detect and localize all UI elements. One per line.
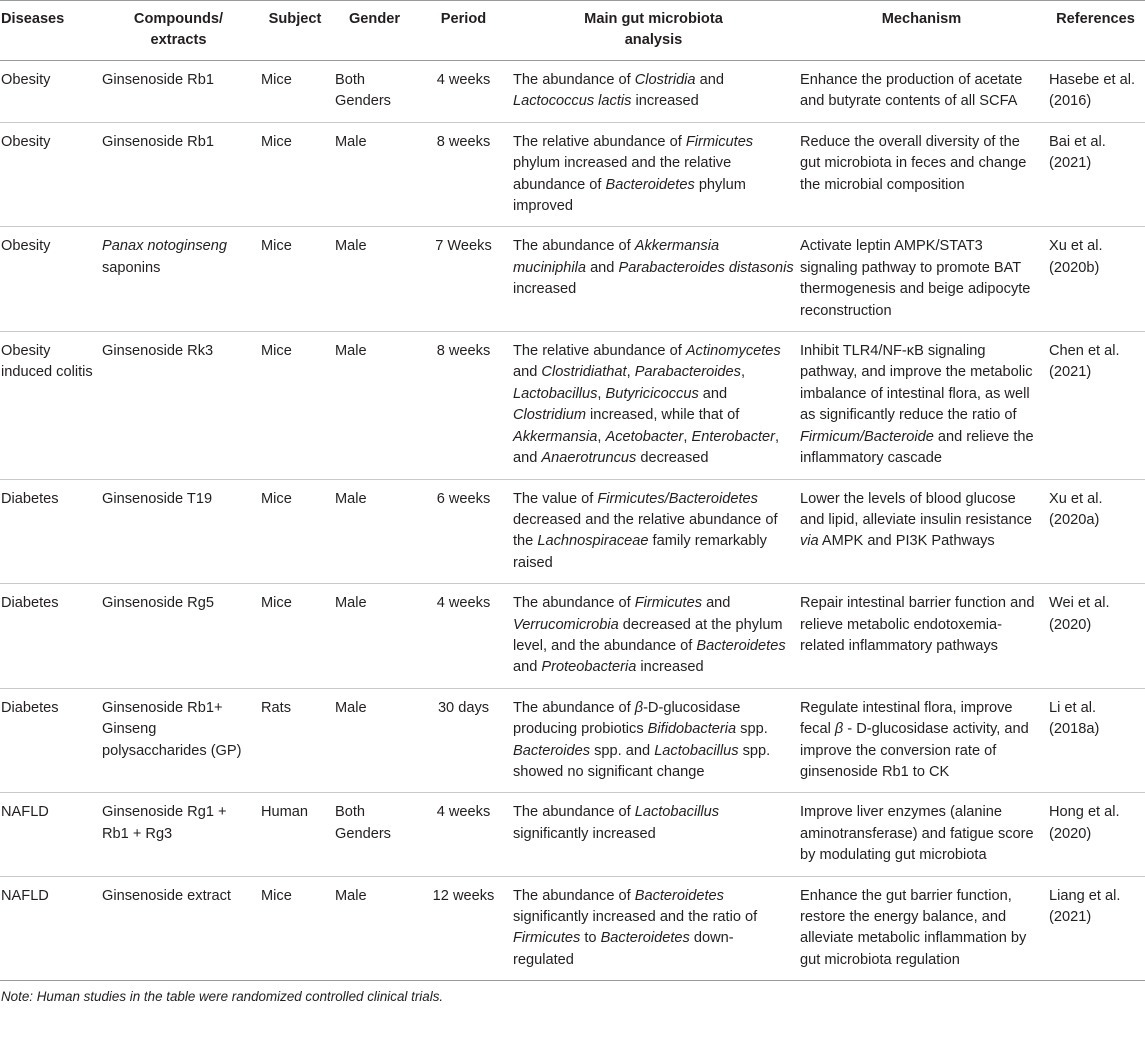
cell-reference: Bai et al. (2021): [1046, 122, 1145, 227]
table-row: [0, 876, 1145, 981]
cell-mechanism: Inhibit TLR4/NF-κB signaling pathway, and improve the metabolic imbalance of intestinal flora, as well as significantly reduce the ratio of Firmicum/Bacteroide and relieve the inflammatory cascade: [797, 332, 1046, 479]
cell-reference: Xu et al. (2020b): [1046, 227, 1145, 332]
header-references: References: [1046, 1, 1145, 61]
header-diseases: Diseases: [0, 1, 99, 61]
cell-compound: Panax notoginseng saponins: [99, 227, 258, 332]
cell-disease: Diabetes: [0, 479, 99, 584]
cell-gender: Male: [332, 332, 417, 479]
cell-reference: Hasebe et al. (2016): [1046, 61, 1145, 123]
cell-reference: Wei et al. (2020): [1046, 584, 1145, 689]
cell-mechanism: Reduce the overall diversity of the gut microbiota in feces and change the microbial composition: [797, 122, 1046, 227]
cell-mechanism: Regulate intestinal flora, improve fecal β - D-glucosidase activity, and improve the conversion rate of ginsenoside Rb1 to CK: [797, 688, 1046, 793]
cell-mechanism: Lower the levels of blood glucose and lipid, alleviate insulin resistance via AMPK and PI3K Pathways: [797, 479, 1046, 584]
cell-period: 6 weeks: [417, 479, 510, 584]
cell-gender: Both Genders: [332, 61, 417, 123]
table-body: [0, 61, 1145, 981]
cell-gender: Both Genders: [332, 793, 417, 876]
cell-gender: Male: [332, 479, 417, 584]
cell-compound: Ginsenoside Rg5: [99, 584, 258, 689]
cell-gut-analysis: The abundance of Clostridia and Lactococcus lactis increased: [510, 61, 797, 123]
table-row: [0, 584, 1145, 689]
cell-period: 8 weeks: [417, 332, 510, 479]
cell-disease: Obesity: [0, 61, 99, 123]
header-mechanism: Mechanism: [797, 1, 1046, 61]
cell-period: 7 Weeks: [417, 227, 510, 332]
header-subject: Subject: [258, 1, 332, 61]
cell-subject: Human: [258, 793, 332, 876]
cell-gut-analysis: The relative abundance of Firmicutes phylum increased and the relative abundance of Bacteroidetes phylum improved: [510, 122, 797, 227]
table-row: [0, 332, 1145, 479]
cell-disease: Obesity: [0, 227, 99, 332]
cell-subject: Mice: [258, 584, 332, 689]
table-row: [0, 479, 1145, 584]
cell-subject: Mice: [258, 479, 332, 584]
cell-reference: Xu et al. (2020a): [1046, 479, 1145, 584]
cell-compound: Ginsenoside Rb1+ Ginseng polysaccharides (GP): [99, 688, 258, 793]
cell-gut-analysis: The abundance of Lactobacillus significantly increased: [510, 793, 797, 876]
cell-gut-analysis: The abundance of Bacteroidetes significantly increased and the ratio of Firmicutes to Bacteroidetes down-regulated: [510, 876, 797, 981]
cell-disease: Obesity: [0, 122, 99, 227]
cell-mechanism: Enhance the production of acetate and butyrate contents of all SCFA: [797, 61, 1046, 123]
cell-gender: Male: [332, 227, 417, 332]
cell-reference: Liang et al. (2021): [1046, 876, 1145, 981]
cell-gender: Male: [332, 688, 417, 793]
table-row: [0, 688, 1145, 793]
cell-gut-analysis: The relative abundance of Actinomycetes and Clostridiathat, Parabacteroides, Lactobacillus, Butyricicoccus and Clostridium increased, while that of Akkermansia, Acetobacter, Enterobacter, and Anaerotruncus decreased: [510, 332, 797, 479]
cell-subject: Mice: [258, 227, 332, 332]
cell-gender: Male: [332, 122, 417, 227]
cell-disease: Diabetes: [0, 688, 99, 793]
table-row: [0, 61, 1145, 123]
cell-reference: Li et al. (2018a): [1046, 688, 1145, 793]
header-compounds: Compounds/ extracts: [99, 1, 258, 61]
cell-period: 8 weeks: [417, 122, 510, 227]
cell-period: 4 weeks: [417, 584, 510, 689]
cell-mechanism: Improve liver enzymes (alanine aminotransferase) and fatigue score by modulating gut microbiota: [797, 793, 1046, 876]
cell-disease: Obesity induced colitis: [0, 332, 99, 479]
cell-compound: Ginsenoside Rk3: [99, 332, 258, 479]
cell-mechanism: Repair intestinal barrier function and relieve metabolic endotoxemia-related inflammatory pathways: [797, 584, 1046, 689]
cell-disease: NAFLD: [0, 876, 99, 981]
cell-disease: Diabetes: [0, 584, 99, 689]
cell-gut-analysis: The value of Firmicutes/Bacteroidetes decreased and the relative abundance of the Lachnospiraceae family remarkably raised: [510, 479, 797, 584]
cell-subject: Mice: [258, 876, 332, 981]
table-row: [0, 227, 1145, 332]
cell-mechanism: Enhance the gut barrier function, restore the energy balance, and alleviate metabolic inflammation by gut microbiota regulation: [797, 876, 1046, 981]
table-note: Note: Human studies in the table were randomized controlled clinical trials.: [1, 989, 444, 1005]
cell-reference: Chen et al. (2021): [1046, 332, 1145, 479]
cell-compound: Ginsenoside Rb1: [99, 122, 258, 227]
table-row: [0, 122, 1145, 227]
header-gut-analysis: Main gut microbiota analysis: [510, 1, 797, 61]
cell-period: 12 weeks: [417, 876, 510, 981]
cell-period: 4 weeks: [417, 793, 510, 876]
cell-subject: Mice: [258, 332, 332, 479]
header-period: Period: [417, 1, 510, 61]
cell-gut-analysis: The abundance of Akkermansia muciniphila and Parabacteroides distasonis increased: [510, 227, 797, 332]
cell-compound: Ginsenoside Rb1: [99, 61, 258, 123]
cell-gut-analysis: The abundance of β-D-glucosidase producing probiotics Bifidobacteria spp. Bacteroides spp. and Lactobacillus spp. showed no significant change: [510, 688, 797, 793]
cell-period: 4 weeks: [417, 61, 510, 123]
header-gender: Gender: [332, 1, 417, 61]
cell-subject: Rats: [258, 688, 332, 793]
cell-subject: Mice: [258, 122, 332, 227]
cell-disease: NAFLD: [0, 793, 99, 876]
cell-period: 30 days: [417, 688, 510, 793]
cell-gender: Male: [332, 876, 417, 981]
header-row: [0, 1, 1145, 61]
cell-reference: Hong et al. (2020): [1046, 793, 1145, 876]
cell-compound: Ginsenoside Rg1 + Rb1 + Rg3: [99, 793, 258, 876]
table-row: [0, 793, 1145, 876]
cell-compound: Ginsenoside extract: [99, 876, 258, 981]
cell-compound: Ginsenoside T19: [99, 479, 258, 584]
cell-subject: Mice: [258, 61, 332, 123]
cell-gut-analysis: The abundance of Firmicutes and Verrucomicrobia decreased at the phylum level, and the abundance of Bacteroidetes and Proteobacteria increased: [510, 584, 797, 689]
cell-mechanism: Activate leptin AMPK/STAT3 signaling pathway to promote BAT thermogenesis and beige adipocyte reconstruction: [797, 227, 1046, 332]
cell-gender: Male: [332, 584, 417, 689]
